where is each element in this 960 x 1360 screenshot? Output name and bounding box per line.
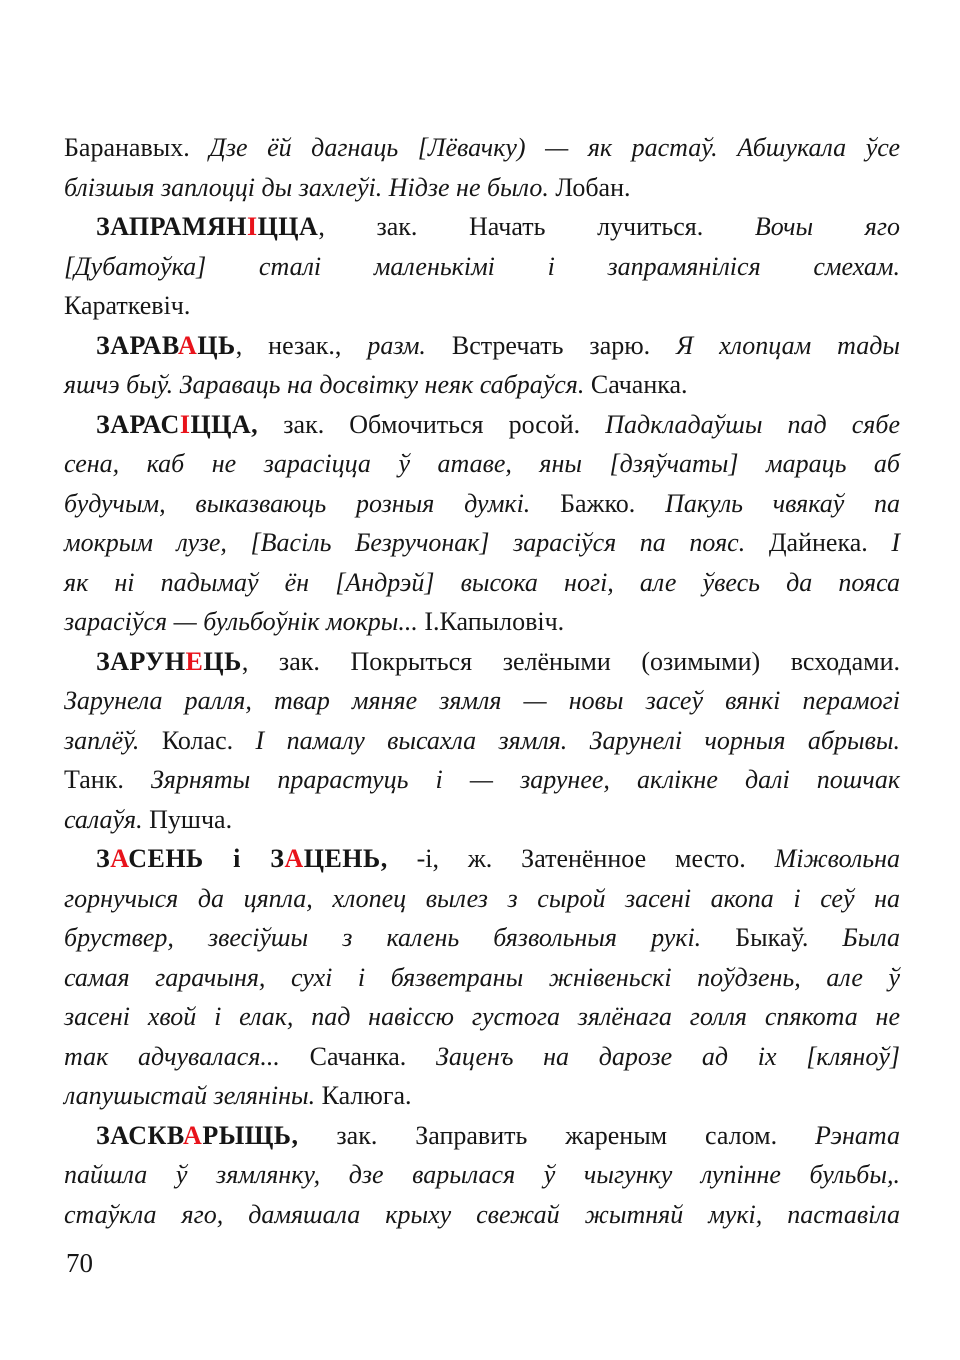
definition-text: Быкаў. (735, 923, 843, 952)
definition-text: зак. Обмочиться росой. (258, 409, 606, 439)
definition-text: Танк. (64, 765, 151, 794)
headword-text: ЦЦА (257, 212, 319, 241)
text-line (64, 168, 900, 208)
dictionary-entry (64, 326, 900, 405)
citation-text: засені хвой і елак, пад навіссю густога зялёнага голля спякота не (64, 1002, 900, 1031)
citation-text: Пакуль чвякаў па (665, 488, 900, 518)
dictionary-entry (64, 839, 900, 1116)
dictionary-entry (64, 405, 900, 642)
citation-text: разм. (367, 330, 452, 360)
definition-text: , незак., (235, 330, 368, 360)
citation-text: Вочы яго (754, 212, 900, 241)
text-line (64, 760, 900, 800)
text-line (64, 405, 900, 445)
citation-text: Зарунела ралля, твар мяняе зямля — новы засеў вянкі перамогі (64, 686, 900, 715)
text-line (64, 681, 900, 721)
headword-text: ЦЬ (203, 646, 242, 676)
text-line (64, 721, 900, 761)
citation-text: [Дубатоўка] сталі маленькімі і запрамяніліся смехам. (64, 251, 900, 281)
definition-text: Лобан. (555, 172, 631, 202)
citation-text: пайшла ў зямлянку, дзе варылася ў чыгунку лупінне бульбы,. (64, 1160, 900, 1189)
definition-text: Калюга. (321, 1081, 412, 1110)
headword-text: ЦЦА, (190, 409, 259, 439)
citation-text: сена, каб не зарасіцца ў атаве, яны [дзяўчаты] мараць аб (64, 449, 900, 478)
citation-text: салаўя. (64, 804, 150, 834)
headword-text: ЗАРАВ (96, 330, 179, 360)
stress-letter: А (284, 844, 304, 873)
definition-text: , зак. Начать лучиться. (318, 212, 755, 241)
citation-text: Дзе ёй дагнаць [Лёвачку) — як растаў. Абшукала ўсе (209, 133, 900, 162)
definition-text: Дайнека. (768, 528, 892, 557)
stress-letter: А (110, 844, 129, 873)
text-line (64, 800, 900, 840)
text-block (64, 128, 900, 1234)
definition-text: Баранавых. (64, 133, 210, 162)
text-line (64, 1076, 900, 1116)
text-line (64, 997, 900, 1037)
text-line (64, 879, 900, 919)
definition-text: Встречать зарю. (451, 330, 677, 360)
text-line (64, 326, 900, 366)
citation-text: самая гарачыня, сухі і бязветраны жнівеньскі поўдзень, але ў (64, 962, 900, 992)
citation-text: як ні падымаў ён [Андрэй] высока ногі, але ўвесь да пояса (64, 567, 900, 597)
continuation-paragraph (64, 128, 900, 207)
citation-text: Падкладаўшы пад сябе (605, 409, 900, 439)
text-line (64, 563, 900, 603)
citation-text: І (891, 528, 901, 557)
citation-text: заплёў. (64, 725, 162, 755)
definition-text: , зак. Покрыться зелёными (озимыми) всходами. (241, 646, 900, 676)
headword-text: ЗАПРАМЯН (96, 212, 247, 241)
text-line (64, 365, 900, 405)
headword-text: З (96, 844, 111, 873)
text-line (64, 207, 900, 247)
text-line (64, 247, 900, 287)
definition-text: Сачанка. (309, 1041, 436, 1071)
citation-text: зарасіўся — бульбоўнік мокры... (64, 607, 425, 636)
text-line (64, 839, 900, 879)
citation-text: Міжвольна (774, 844, 901, 873)
dictionary-entry (64, 207, 900, 326)
citation-text: мокрым лузе, [Васіль Безручонак] зарасіўся па пояс. (64, 528, 769, 557)
text-line (64, 958, 900, 998)
stress-letter: А (183, 1120, 203, 1150)
dictionary-entry (64, 1116, 900, 1235)
stress-letter: І (246, 212, 258, 241)
headword-text: ЗАРАС (96, 409, 180, 439)
headword-text: РЫЩЬ, (202, 1120, 299, 1150)
citation-text: горнучыся да цяпла, хлопец вылез з сырой засені акопа і сеў на (64, 883, 900, 913)
text-line (64, 128, 900, 168)
stress-letter: А (178, 330, 198, 360)
text-line (64, 523, 900, 563)
citation-text: Была (842, 923, 901, 952)
stress-letter: І (179, 409, 191, 439)
text-line (64, 484, 900, 524)
citation-text: Заценъ на дарозе ад іх [кляноў] (435, 1041, 900, 1071)
definition-text: Караткевіч. (64, 291, 191, 320)
page-number: 70 (66, 1248, 93, 1278)
definition-text: зак. Заправить жареным салом. (298, 1120, 816, 1150)
text-line (64, 1037, 900, 1077)
citation-text: бруствер, звесіўшы з калень бязвольныя рукі. (64, 923, 736, 952)
headword-text: ЦЕНЬ, (303, 844, 388, 873)
headword-text: СЕНЬ і З (128, 844, 285, 873)
citation-text: Рэната (815, 1120, 900, 1150)
citation-text: Зярняты прарастуць і — зарунее, аклікне далі пошчак (150, 765, 900, 794)
text-line (64, 1155, 900, 1195)
headword-text: ЦЬ (197, 330, 236, 360)
text-line (64, 602, 900, 642)
definition-text: Сачанка. (590, 370, 688, 399)
text-line (64, 286, 900, 326)
definition-text: -і, ж. Затенённое место. (387, 844, 775, 873)
citation-text: стаўкла яго, дамяшала крыху свежай жытняй мукі, паставіла (64, 1199, 900, 1229)
definition-text: Бажко. (560, 488, 666, 518)
definition-text: Пушча. (149, 804, 233, 834)
citation-text: яшчэ быў. Зараваць на досвітку неяк сабраўся. (64, 370, 591, 399)
headword-text: ЗАСКВ (96, 1120, 184, 1150)
text-line (64, 444, 900, 484)
text-line (64, 918, 900, 958)
definition-text: Колас. (161, 725, 256, 755)
citation-text: Я хлопцам тады (676, 330, 901, 360)
headword-text: ЗАРУН (96, 646, 186, 676)
citation-text: лапушыстай зеляніны. (64, 1081, 322, 1110)
citation-text: блізшыя заплоцці ды захлеўі. Нідзе не было. (64, 172, 556, 202)
text-line (64, 1116, 900, 1156)
stress-letter: Е (185, 646, 204, 676)
citation-text: так адчувалася... (64, 1041, 310, 1071)
definition-text: І.Капыловіч. (424, 607, 565, 636)
text-line (64, 1195, 900, 1235)
text-line (64, 642, 900, 682)
citation-text: будучым, выказваюць розныя думкі. (64, 488, 561, 518)
dictionary-entry (64, 642, 900, 840)
citation-text: І памалу высахла зямля. Зарунелі чорныя абрывы. (255, 725, 900, 755)
